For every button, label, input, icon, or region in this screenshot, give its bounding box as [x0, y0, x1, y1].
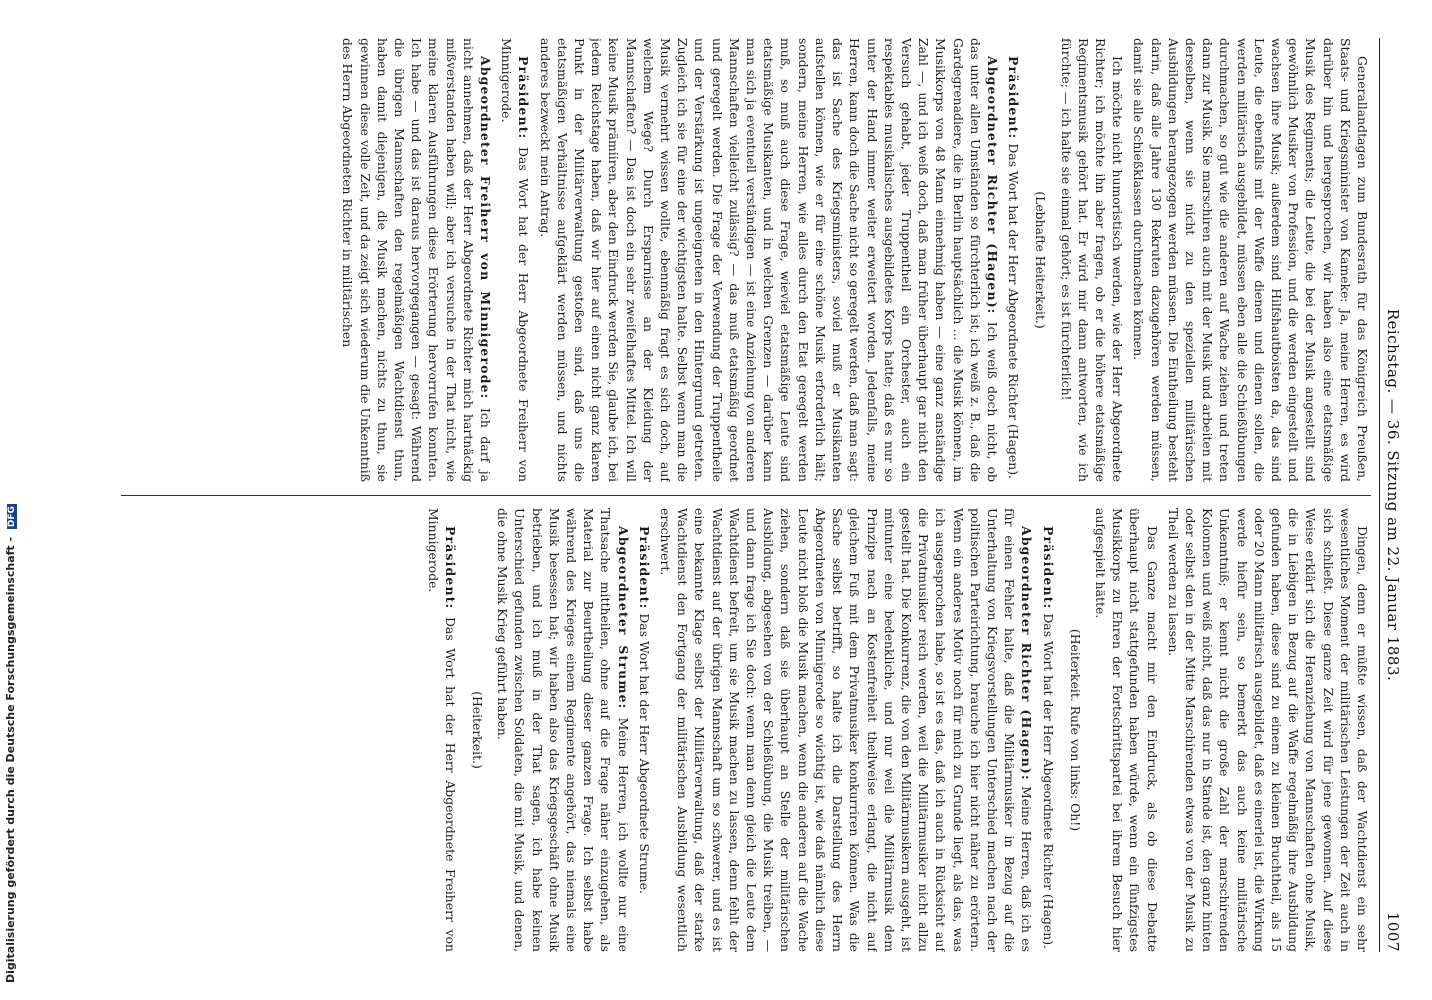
speech-paragraph [1039, 508, 1056, 952]
speaker-name: Abgeordneter Richter (Hagen): [1019, 526, 1035, 781]
speech-text: Das Wort hat der Herr Abgeordnete Freiherr von Minnigerode. [499, 38, 532, 482]
column-divider [121, 495, 1371, 496]
speaker-name: Präsident: [1006, 56, 1022, 140]
speech-text: Meine Herren, daß ich es für einen Fehler halte, daß die Militärmusiker in Bezug auf die Unterhaltung von Kriegsvorstellungen Unterschied machen nach der politischen Parteirichtung, brauche ich hier nicht näher zu erörtern. Wenn ein anderes Motiv noch für mich zu Grunde liegt, als das, was ich ausgesprochen habe, so ist es das, daß ich auch in Rücksicht auf die Privatmusiker reich werden, weil die Militärmusiker nicht allzu gestellt hat. Die Konkurrenz, die von den Militärmusikern ausgeht, ist mitunter eine bedenkliche, und nur weil die Militärmusik dem Prinzipe nach an Kostenfreiheit theilweise erlangt, die nicht auf gleichem Fuß mit dem Privatmusiker konkurriren können. Was die Sache selbst betrifft, so halte ich die Darstellung des Herrn Abgeordneten von Minnigerode so wichtig ist, wie daß nämlich diese Leute nicht bloß die Musik machen, wenn die anderen auf die Wache ziehen, sondern daß sie überhaupt an Stelle der militärischen Ausbildung, abgesehen von der Schießübung, die Musik treiben, — und dann frage ich Sie doch: wenn man denn gleich die Leute dem Wachtdienst befreit, um sie Musik machen zu lassen, denn fehlt der Wachtdienst auf der übrigen Mannschaft um so schwerer, und es ist eine bekannte Klage selbst der Militärverwaltung, daß der starke Wachtdienst den Fortgang der militärischen Ausbildung wesentlich erschwert. [658, 508, 1035, 952]
speech-paragraph [536, 38, 1000, 482]
page-header [1379, 38, 1402, 952]
speech-text: Ich weiß doch nicht, ob das unter allen Umständen so fürchterlich ist; ich weiß z. B., daß die Gardegrenadiere, die in Berlin hauptsächlich ... die Musik können, im Musikkorps von 48 Mann einnehmig haben — eine ganz anständige Zahl —, und ich weiß doch, daß man früher überhaupt gar nicht den Versuch gehabt, jeder Truppentheil ein Orchester, auch ein respektables musikalisches ausgebildetes Korps hatte; daß es nur so unter der Hand immer weiter erweitert worden. Jedenfalls, meine Herren, kann doch die Sache nicht so geregelt werden, daß man sagt: das ist Sache des Kriegsministers, soviel muß er Musikanten aufstellen können, wie er für eine schöne Musik erforderlich hält; sondern, meine Herren, wie alles durch den Etat geregelt werden muß, so muß auch diese Frage, wieviel etatsmäßige Leute sind etatsmäßige Musikanten, und in welchen Grenzen — darüber kann man sich ja eventuell verständigen — ist eine Anziehung von anderen Mannschaften vielleicht zulässig? — das muß etatsmäßig geordnet und geregelt werden. Die Frage der Verwendung der Truppentheile und der Verstärkung ist ungeeigneten in den Hintergrund getreten. Zugleich ich sie für eine der wichtigsten halte. Selbst wenn man die Musik vermehrt wissen wollte, ebenmäßig fragt es sich doch, auf welchem Wege? Durch Ersparnisse an der Kleidung der Mannschaften? — Das ist doch ein sehr zweifelhaftes Mittel. Ich will keine Musik prämiiren, aber den Eindruck werden Sie, glaube ich, bei jedem Reichstage haben, daß wir hier auf einen nicht ganz klaren Punkt in der Militärverwaltung gestoßen sind, daß uns die etatsmäßigen Verhältnisse aufgeklärt werden müssen, und nichts anderes bezweckt mein Antrag. [537, 38, 1000, 482]
speech-text: Meine Herren, ich wollte nur eine Thatsache mittheilen, ohne auf die Frage näher einzugehen, als Material zur Beurtheilung dieser ganzen Frage. Ich selbst habe während des Krieges einem Regimente angehört, das niemals eine Musik besessen hat; wir haben also das Kriegsgeschäft ohne Musik betrieben, und ich muß in der That sagen, ich habe keinen Unterschied gefunden zwischen Soldaten, die mit Musik, und denen, die ohne Musik Krieg geführt haben. [495, 508, 631, 952]
speaker-name: Präsident: [1040, 526, 1056, 610]
right-column [121, 508, 1371, 952]
speaker-name: Abgeordneter Freiherr von Minnigerode: [478, 56, 494, 400]
body-paragraph: Das Ganze macht mir den Eindruck, als ob diese Debatte überhaupt nicht stattgefunden haben würde, wenn ein fünfzigstes Musikkorps zu Ehren der Fortschrittspartei bei ihrem Besuch hier aufgespielt hätte. [1092, 508, 1160, 952]
speaker-name: Abgeordneter Richter (Hagen): [984, 56, 1000, 315]
speech-text: Das Wort hat der Herr Abgeordnete Strume. [636, 613, 652, 894]
header-title: Reichstag. — 36. Sitzung am 22. Januar 1883. [1384, 308, 1402, 682]
speech-text: Das Wort hat der Herr Abgeordnete Freiherr von Minnigerode. [425, 508, 458, 952]
stamp-label: Digitalisierung gefördert durch die Deutsche Forschungsgemeinschaft - [4, 536, 17, 983]
speech-text: Das Wort hat der Herr Abgeordnete Richter (Hagen). [1040, 613, 1056, 949]
speech-paragraph [424, 508, 458, 952]
speaker-name: Präsident: [442, 526, 458, 610]
speaker-name: Präsident: [516, 56, 532, 140]
speech-paragraph [494, 508, 632, 952]
body-paragraph: Generallandtagen zum Bundesrath für das Königreich Preußen, Staats- und Kriegsminister von Kameke: Ja, meine Herren, es wird darüber hin und hergesprochen, wir haben also eine etatsmäßige Musik des Regiments; die Leute, die bei der Musik angestellt sind gewöhnlich Musiker von Profession, und die werden eingestellt und wachsen ihre Musik; außerdem sind Hilfshautboisten da, das sind Leute, die ebenfalls mit der Waffe dienen und dienen sollen, die werden militärisch ausgebildet, müssen eben alle die Schießübungen durchmachen, so gut wie die anderen auf Wache ziehen und treten dann zur Musik. Sie marschiren auch mit der Musik und arbeiten mit derselben, wenn sie nicht zu den speziellen militärischen Ausbildungen herangezogen werden müssen. Die Eintheilung besteht darin, daß alle Jahre 130 Rekruten dazugehören werden müssen, damit sie alle Schießklassen durchmachen können. [1131, 38, 1370, 482]
speech-text: Das Wort hat der Herr Abgeordnete Richter (Hagen). [1006, 143, 1022, 479]
stage-direction: (Lebhafte Heiterkeit.) [1033, 191, 1049, 329]
stage-direction: (Heiterkeit. Rufe von links: Oh!) [1067, 628, 1083, 832]
speech-paragraph [339, 38, 494, 482]
speech-paragraph [498, 38, 532, 482]
speech-paragraph [636, 508, 653, 952]
left-column [121, 38, 1371, 482]
text-columns [121, 38, 1371, 952]
speech-paragraph [1005, 38, 1022, 482]
speaker-name: Präsident: [636, 526, 652, 610]
digitization-stamp [4, 1, 24, 996]
speech-paragraph [657, 508, 1035, 952]
page-number: 1007 [1384, 911, 1402, 952]
speech-text: Ich darf ja nicht annehmen, daß der Herr Abgeordnete Richter mich hartnäckig mißverstanden haben will; aber ich versuche in der That nicht, wie meine klaren Ausführungen diese Erörterung hervorrufen konnten. Ich habe — und das ist daraus hervorgegangen — gesagt: Während die übrigen Mannschaften den regelmäßigen Wachtdienst thun, haben damit diejenigen, die Musik machen, nichts zu thun, sie gewinnen diese volle Zeit, und da zeigt sich wiederum die Unkenntniß des Herrn Abgeordneten Richter in militärischen [340, 38, 494, 482]
speaker-name: Abgeordneter Strume: [615, 526, 631, 710]
body-paragraph: Ich möchte nicht humoristisch werden, wie der Herr Abgeordnete Richter; ich möchte ihn aber fragen, ob er die höhere etatsmäßige Regimentsmusik gehört hat. Er wird mir dann antworten, wie ich fürchte; — ich halte sie einmal gehört; es ist fürchterlich! [1058, 38, 1126, 482]
digitization-stamp-text [4, 0, 17, 983]
dfg-logo: DFG [7, 506, 17, 528]
body-paragraph: Dingen, denn er müßte wissen, daß der Wachtdienst ein sehr wesentliches Moment der militärischen Leistungen der Zeit auch in sich schließt. Diese ganze Zeit wird für jene gewonnen. Auf diese Weise erklärt sich die Heranziehung von Mannschaften ohne Musik, die in Liebigen in Bezug auf die Waffe regelmäßig ihre Ausbildung gefunden haben, diese sind zu einem zu kleinen Bruchtheil, als 15 oder 20 Mann militärisch ausgebildet, daß es einerlei ist, die Wirkung werde hiefür sein, so bemerkt das auch keine militärische Unkenntniß; er kennt nicht die große Zahl der marschirenden Kolonnen und weiß nicht, daß das nur in Stande ist, den ganz hinten oder selbst den in der Mitte Marschirenden etwas von der Musik zu Theil werden zu lassen. [1165, 508, 1370, 952]
stage-direction: (Heiterkeit.) [470, 691, 486, 769]
